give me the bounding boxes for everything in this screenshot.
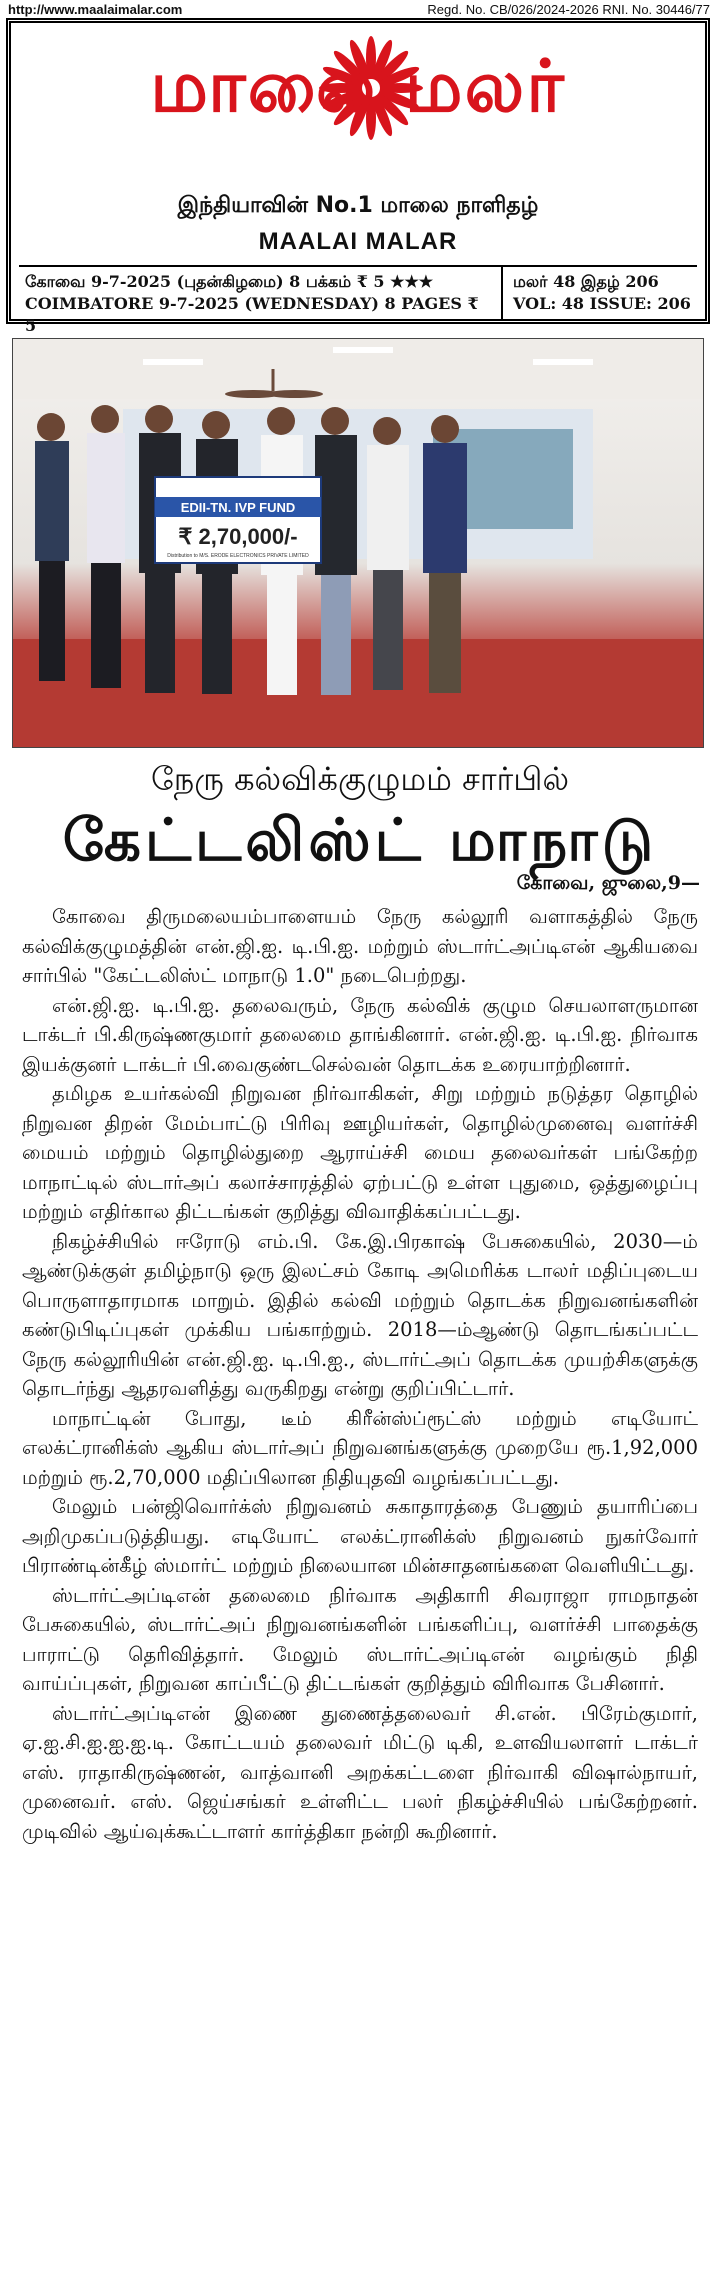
article-kicker: நேரு கல்விக்குழுமம் சார்பில் xyxy=(151,760,569,798)
masthead xyxy=(6,18,710,335)
edition-english: COIMBATORE 9-7-2025 (WEDNESDAY) 8 PAGES ₹ 5 xyxy=(25,294,479,335)
board-title: EDII-TN. IVP FUND xyxy=(180,500,296,515)
top-line xyxy=(0,0,720,20)
edition-tamil: கோவை 9-7-2025 (புதன்கிழமை) 8 பக்கம் ₹ 5 ★★★ xyxy=(25,272,434,291)
edition-info xyxy=(19,271,495,337)
website-url[interactable]: http://www.maalaimalar.com xyxy=(8,2,183,17)
event-photo-illustration xyxy=(13,339,703,747)
paragraph: என்.ஜி.ஐ. டி.பி.ஐ. தலைவரும், நேரு கல்விக் குழும செயலாளருமான டாக்டர் பி.கிருஷ்ணகுமார் தலைமை தாங்கினார். என்.ஜி.ஐ. டி.பி.ஐ. நிர்வாக இயக்குனர் டாக்டர் பி.வைகுண்டசெல்வன் தொடக்க உரையாற்றினார். xyxy=(22,993,698,1076)
tagline: இந்தியாவின் No.1 மாலை நாளிதழ் xyxy=(177,193,539,218)
brand-name: மாலை மலர் xyxy=(150,44,566,128)
english-name: MAALAI MALAR xyxy=(258,228,458,255)
article-body xyxy=(22,902,698,1846)
fund-board xyxy=(155,477,321,563)
board-amount: ₹ 2,70,000/- xyxy=(178,524,298,549)
board-caption: Distribution to M/S. ERODE ELECTRONICS PRIVATE LIMITED xyxy=(167,553,309,559)
volume-english: VOL: 48 ISSUE: 206 xyxy=(513,294,691,313)
paragraph: நிகழ்ச்சியில் ஈரோடு எம்.பி. கே.இ.பிரகாஷ் பேசுகையில், 2030—ம் ஆண்டுக்குள் தமிழ்நாடு ஒரு இலட்சம் கோடி அமெரிக்க டாலர் மதிப்புடைய பொருளாதாரமாக மாறும். இதில் கல்வி மற்றும் தொடக்க நிறுவனங்களின் கண்டுபிடிப்புகள் முக்கிய பங்காற்றும். 2018—ம்ஆண்டு தொடங்கப்பட்ட நேரு கல்லூரியின் என்.ஜி.ஐ. டி.பி.ஐ., ஸ்டார்ட்அப் தொடக்க முயற்சிகளுக்கு தொடர்ந்து ஆதரவளித்து வருகிறது என்று குறிப்பிட்டார். xyxy=(22,1229,698,1400)
divider xyxy=(501,267,503,319)
volume-tamil: மலர் 48 இதழ் 206 xyxy=(513,272,659,291)
paragraph: ஸ்டார்ட்அப்டிஎன் இணை துணைத்தலைவர் சி.என். பிரேம்குமார், ஏ.ஐ.சி.ஐ.ஐ.ஐ.டி. கோட்டயம் தலைவர் மிட்டு டிகி, உளவியலாளர் டாக்டர் எஸ். ராதாகிருஷ்ணன், வாத்வானி அறக்கட்டளை நிர்வாகி விஷால்நாயர், முனைவர். எஸ். ஜெய்சங்கர் உள்ளிட்ட பலர் நிகழ்ச்சியில் பங்கேற்றனர். முடிவில் ஆய்வுக்கூட்டாளர் கார்த்திகா நன்றி கூறினார். xyxy=(22,1701,698,1843)
event-photo xyxy=(12,338,704,748)
paragraph: கோவை திருமலையம்பாளையம் நேரு கல்லூரி வளாகத்தில் நேரு கல்விக்குழுமத்தின் என்.ஜி.ஐ. டி.பி.ஐ. மற்றும் ஸ்டார்ட்அப்டிஎன் ஆகியவை சார்பில் "கேட்டலிஸ்ட் மாநாடு 1.0" நடைபெற்றது. xyxy=(22,905,698,987)
paragraph: மாநாட்டின் போது, டீம் கிரீன்ஸ்ப்ரூட்ஸ் மற்றும் எடியோட் எலக்ட்ரானிக்ஸ் ஆகிய ஸ்டார்அப் நிறுவனங்களுக்கு முறையே ரூ.1,92,000 மற்றும் ரூ.2,70,000 மதிப்பிலான நிதியுதவி வழங்கப்பட்டது. xyxy=(22,1406,698,1489)
paragraph: மேலும் பன்ஜிவொர்க்ஸ் நிறுவனம் சுகாதாரத்தை பேணும் தயாரிப்பை அறிமுகப்படுத்தியது. எடியோட் எலக்ட்ரானிக்ஸ் நிறுவனம் நுகர்வோர் பிராண்டின்கீழ் ஸ்மார்ட் மற்றும் நிலையான மின்சாதனங்களை வெளியிட்டது. xyxy=(22,1495,698,1577)
edition-bar xyxy=(19,265,697,335)
paragraph: தமிழக உயர்கல்வி நிறுவன நிர்வாகிகள், சிறு மற்றும் நடுத்தர தொழில் நிறுவன திறன் மேம்பாட்டு பிரிவு ஊழியர்கள், தொழில்முனைவு வளர்ச்சி மையம் மற்றும் தொழில்துறை ஆராய்ச்சி மைய தலைவர்கள் பங்கேற்ற மாநாட்டில் ஸ்டார்அப் கலாச்சாரத்தில் ஏற்பட்டு உள்ள புதுமை, ஒத்துழைப்பு மற்றும் எதிர்கால திட்டங்கள் குறித்து விவாதிக்கப்பட்டது. xyxy=(22,1082,698,1223)
registration-number: Regd. No. CB/026/2024-2026 RNI. No. 30446/77 xyxy=(427,2,710,17)
article-dateline: கோவை, ஜுலை,9— xyxy=(516,872,700,894)
volume-info xyxy=(513,271,703,315)
article-headline: கேட்டலிஸ்ட் மாநாடு xyxy=(62,806,658,874)
paragraph: ஸ்டார்ட்அப்டிஎன் தலைமை நிர்வாக அதிகாரி சிவராஜா ராமநாதன் பேசுகையில், ஸ்டார்ட்அப் நிறுவனங்களின் பங்களிப்பு, வளர்ச்சி பாதைக்கு பாராட்டு தெரிவித்தார். மேலும் ஸ்டார்ட்அப்டிஎன் வழங்கும் நிதி வாய்ப்புகள், நிறுவன காப்பீட்டு திட்டங்கள் குறித்தும் விரிவாக பேசினார். xyxy=(22,1583,698,1695)
